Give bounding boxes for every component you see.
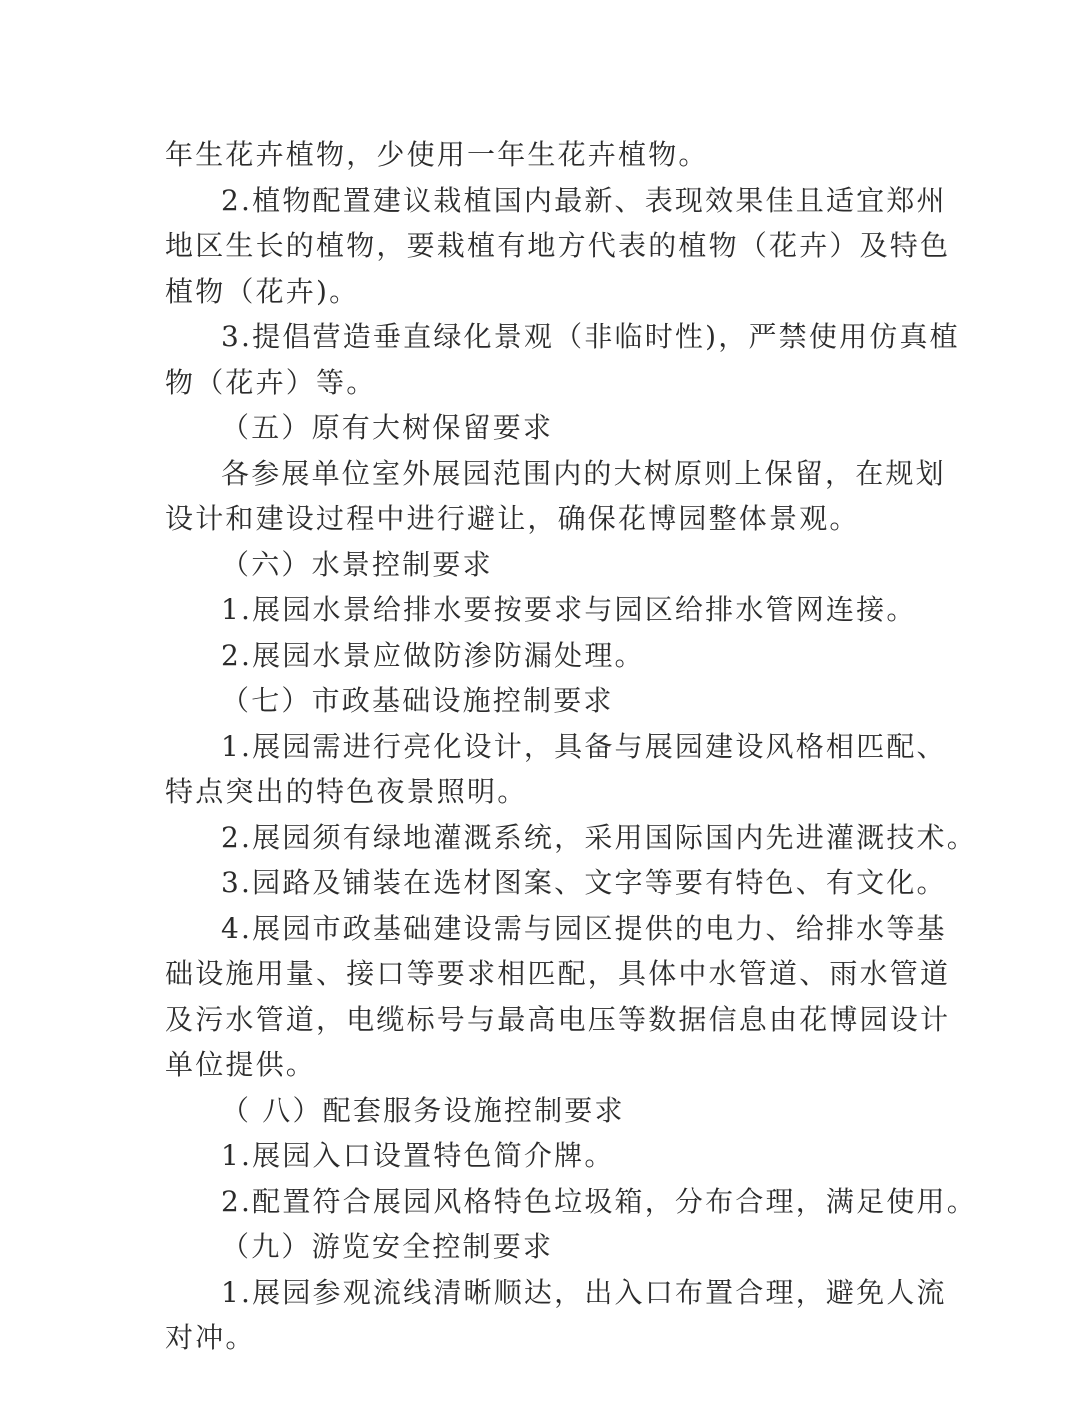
section-heading: （七）市政基础设施控制要求 xyxy=(221,684,614,717)
text-line: 及污水管道，电缆标号与最高电压等数据信息由花博园设计 xyxy=(165,1002,951,1036)
text-line: 设计和建设过程中进行避让，确保花博园整体景观。 xyxy=(165,502,860,535)
text-line: 对冲。 xyxy=(165,1321,256,1354)
section-heading: （六）水景控制要求 xyxy=(221,547,493,581)
text-line: 1.展园入口设置特色简介牌。 xyxy=(221,1139,615,1172)
text-line: 1.展园参观流线清晰顺达，出入口布置合理，避免人流 xyxy=(221,1275,947,1309)
document-body xyxy=(165,132,977,1361)
text-line: 物（花卉）等。 xyxy=(165,365,377,399)
text-line: 各参展单位室外展园范围内的大树原则上保留，在规划 xyxy=(221,456,946,490)
text-line: 特点突出的特色夜景照明。 xyxy=(165,775,528,808)
text-line: 2.配置符合展园风格特色垃圾箱，分布合理，满足使用。 xyxy=(221,1184,977,1218)
text-line: 年生花卉植物，少使用一年生花卉植物。 xyxy=(165,138,709,171)
section-heading: （九）游览安全控制要求 xyxy=(221,1230,554,1263)
text-line: 1.展园水景给排水要按要求与园区给排水管网连接。 xyxy=(221,593,917,626)
text-line: 3.提倡营造垂直绿化景观（非临时性)，严禁使用仿真植 xyxy=(221,320,960,353)
text-line: 2.植物配置建议栽植国内最新、表现效果佳且适宜郑州 xyxy=(221,183,947,217)
text-line: 单位提供。 xyxy=(165,1048,317,1081)
text-line: 1.展园需进行亮化设计，具备与展园建设风格相匹配、 xyxy=(221,729,947,763)
text-line: 地区生长的植物，要栽植有地方代表的植物（花卉）及特色 xyxy=(165,229,951,262)
text-line: 3.园路及铺装在选材图案、文字等要有特色、有文化。 xyxy=(221,866,947,899)
text-line: 2.展园水景应做防渗防漏处理。 xyxy=(221,638,645,672)
text-line: 植物（花卉)。 xyxy=(165,274,360,308)
section-heading: （五）原有大树保留要求 xyxy=(221,411,554,444)
text-line: 4.展园市政基础建设需与园区提供的电力、给排水等基 xyxy=(221,911,947,945)
section-heading: （ 八）配套服务设施控制要求 xyxy=(221,1093,625,1127)
text-line: 2.展园须有绿地灌溉系统，采用国际国内先进灌溉技术。 xyxy=(221,820,977,854)
text-line: 础设施用量、接口等要求相匹配，具体中水管道、雨水管道 xyxy=(165,957,951,990)
